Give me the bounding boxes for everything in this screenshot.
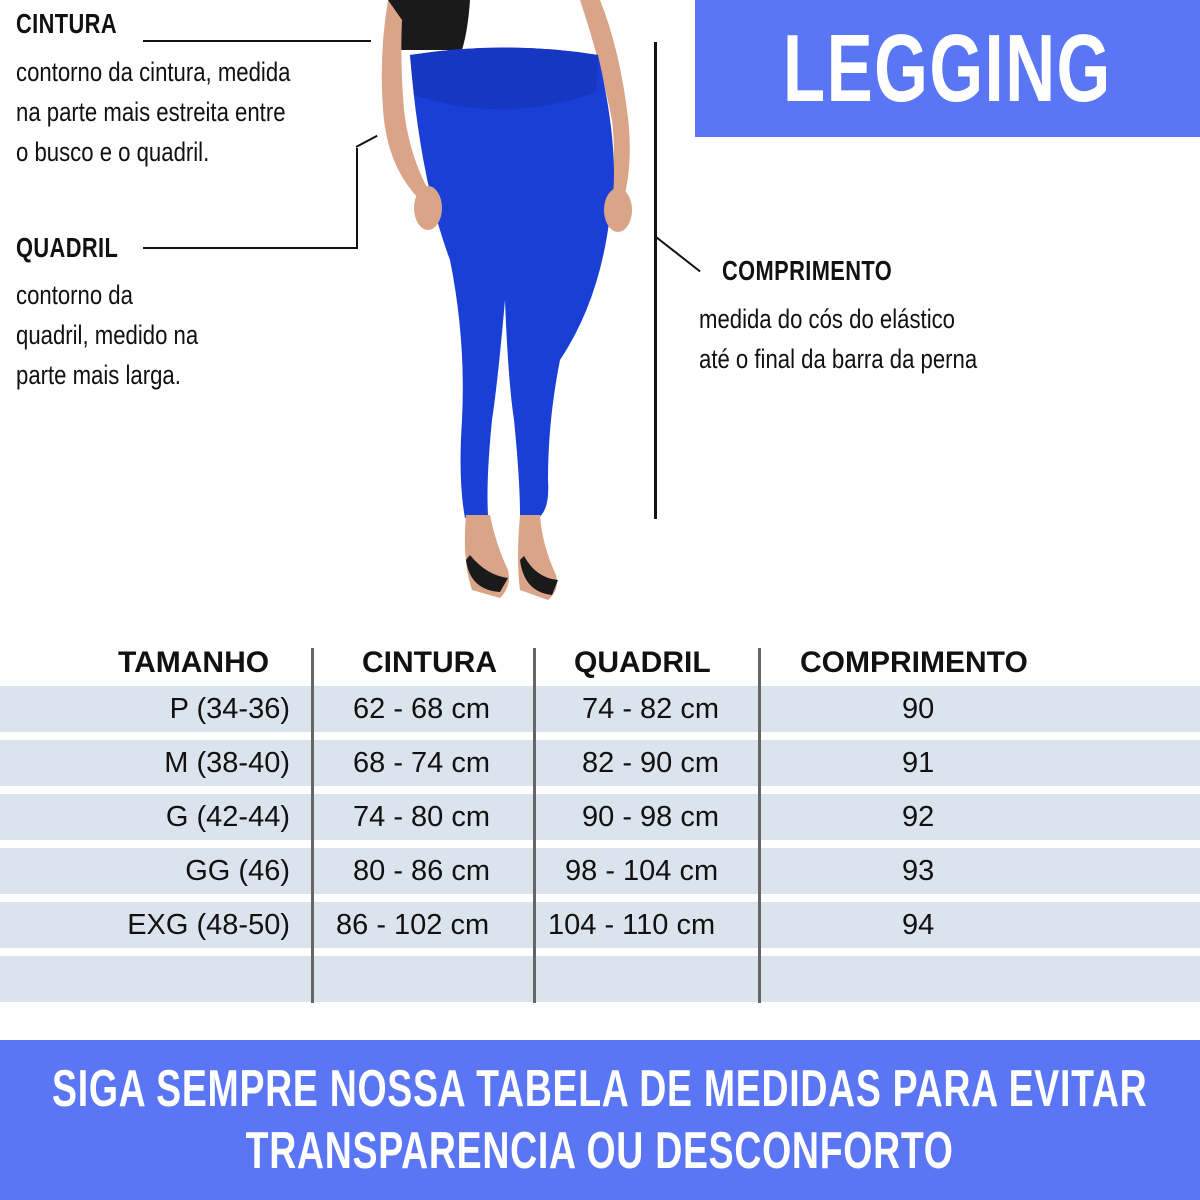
table-header-tamanho: TAMANHO [118, 646, 270, 679]
column-divider [311, 648, 314, 1003]
waist-cell: 86 - 102 cm [336, 909, 490, 941]
length-cell: 94 [902, 909, 935, 941]
footer-text-line: SIGA SEMPRE NOSSA TABELA DE MEDIDAS PARA EVITAR [52, 1060, 1148, 1118]
quadril-desc-line: quadril, medido na [16, 320, 199, 350]
table-header-cintura: CINTURA [362, 646, 497, 679]
quadril-desc-line: parte mais larga. [16, 360, 181, 390]
hip-cell: 82 - 90 cm [582, 747, 719, 779]
table-row [0, 686, 1200, 732]
column-divider [533, 648, 536, 1003]
waist-cell: 62 - 68 cm [353, 693, 490, 725]
page-title: LEGGING [783, 14, 1112, 122]
table-header-quadril: QUADRIL [574, 646, 711, 679]
hip-cell: 104 - 110 cm [548, 909, 716, 941]
cintura-desc-line: na parte mais estreita entre [16, 97, 286, 127]
size-cell: P (34-36) [169, 693, 290, 725]
table-row [0, 902, 1200, 948]
comprimento-description [699, 299, 977, 379]
table-row [0, 848, 1200, 894]
table-row-empty [0, 956, 1200, 1002]
length-cell: 90 [902, 693, 935, 725]
hip-cell: 90 - 98 cm [582, 801, 719, 833]
column-divider [758, 648, 761, 1003]
waist-cell: 68 - 74 cm [353, 747, 490, 779]
comprimento-desc-line: medida do cós do elástico [699, 304, 955, 334]
size-cell: GG (46) [185, 855, 290, 887]
length-cell: 92 [902, 801, 935, 833]
footer-text-line: TRANSPARENCIA OU DESCONFORTO [246, 1122, 954, 1180]
title-banner [695, 0, 1200, 137]
model-wearing-legging-image [0, 0, 700, 620]
quadril-heading: QUADRIL [16, 232, 119, 263]
hip-cell: 74 - 82 cm [582, 693, 719, 725]
cintura-desc-line: o busco e o quadril. [16, 137, 210, 167]
waist-cell: 80 - 86 cm [353, 855, 490, 887]
length-cell: 91 [902, 747, 935, 779]
size-cell: EXG (48-50) [127, 909, 290, 941]
table-header-comprimento: COMPRIMENTO [800, 646, 1028, 679]
footer-banner [0, 1040, 1200, 1200]
cintura-desc-line: contorno da cintura, medida [16, 57, 291, 87]
size-cell: G (42-44) [165, 801, 290, 833]
waist-cell: 74 - 80 cm [353, 801, 490, 833]
comprimento-measure-line [654, 42, 657, 519]
table-row [0, 740, 1200, 786]
comprimento-heading: COMPRIMENTO [722, 255, 893, 286]
length-cell: 93 [902, 855, 935, 887]
cintura-heading: CINTURA [16, 8, 118, 39]
table-row [0, 794, 1200, 840]
hip-cell: 98 - 104 cm [565, 855, 719, 887]
comprimento-desc-line: até o final da barra da perna [699, 344, 978, 374]
quadril-desc-line: contorno da [16, 280, 133, 310]
size-cell: M (38-40) [164, 747, 290, 779]
